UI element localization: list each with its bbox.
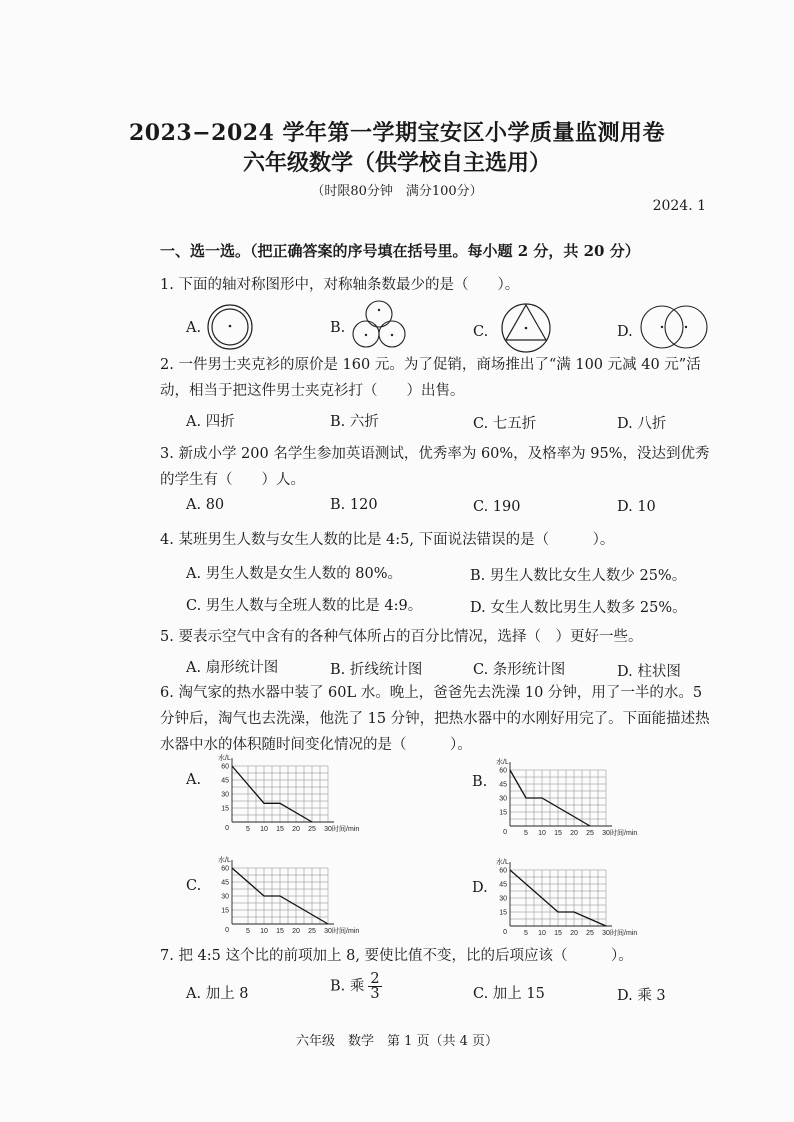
y-tick-label: 45: [221, 879, 229, 887]
q1-option-d: D.: [617, 324, 633, 340]
x-tick-label: 30: [602, 830, 610, 837]
y-tick-label: 45: [221, 777, 229, 785]
q7-option-d: D. 乘 3: [617, 988, 666, 1004]
exam-title: 2023−2024 学年第一学期宝安区小学质量监测用卷: [128, 120, 666, 146]
y-tick-label: 30: [499, 795, 507, 803]
question-5: 5. 要表示空气中含有的各种气体所占的百分比情况，选择（ ）更好一些。: [160, 629, 643, 645]
two-thirds-fraction: [368, 972, 381, 1001]
y-tick-label: 15: [499, 809, 507, 817]
question-6: 6. 淘气家的热水器中装了 60L 水。晚上，爸爸先去洗澡 10 分钟，用了一半的水。5 分钟后，淘气也去洗澡，他洗了 15 分钟，把热水器中的水刚好用完了。下面能描述热水器中水的体积随时间变化情况的是（ ）。: [160, 685, 710, 753]
q3-option-a: A. 80: [186, 497, 225, 513]
x-tick-label: 30: [602, 930, 610, 937]
overlapping-circles-figure: [638, 304, 710, 350]
q5-option-c: C. 条形统计图: [473, 662, 566, 678]
y-axis-label: 水/L: [218, 755, 231, 762]
x-tick-label: 5: [246, 826, 250, 833]
x-tick-label: 15: [554, 830, 562, 837]
y-tick-label: 30: [499, 895, 507, 903]
triangle-in-circle-figure: [500, 302, 552, 354]
x-tick-label: 20: [292, 928, 300, 935]
x-axis-label: 时间/min: [332, 826, 360, 833]
q2-option-a: A. 四折: [186, 414, 235, 430]
q4-option-c: C. 男生人数与全班人数的比是 4:9。: [186, 598, 423, 614]
y-tick-label: 60: [221, 763, 229, 771]
x-tick-label: 10: [260, 928, 268, 935]
question-3: 3. 新成小学 200 名学生参加英语测试，优秀率为 60%，及格率为 95%，没达到优秀的学生有（ ）人。: [160, 446, 710, 488]
x-tick-label: 5: [246, 928, 250, 935]
section-title: 一、选一选。（把正确答案的序号填在括号里。每小题 2 分，共 20 分）: [160, 242, 640, 260]
q3-option-c: C. 190: [473, 499, 521, 515]
y-tick-label: 30: [221, 791, 229, 799]
x-tick-label: 20: [292, 826, 300, 833]
y-tick-label: 45: [499, 881, 507, 889]
q5-option-b: B. 折线统计图: [330, 662, 423, 678]
fraction-numerator: 2: [370, 971, 380, 987]
x-tick-label: 10: [538, 830, 546, 837]
y-tick-label: 60: [221, 865, 229, 873]
q3-option-d: D. 10: [617, 499, 656, 515]
time-limit: （时限80分钟 满分100分）: [311, 184, 483, 199]
chart-c: [212, 854, 362, 936]
q7-option-a: A. 加上 8: [186, 986, 249, 1002]
y-axis-label: 水/L: [218, 857, 231, 864]
x-tick-label: 10: [538, 930, 546, 937]
chart-d: [490, 856, 650, 938]
x-tick-label: 20: [570, 830, 578, 837]
q4-option-d: D. 女生人数比男生人数多 25%。: [470, 600, 687, 616]
q1-option-c: C.: [473, 324, 489, 340]
question-2: 2. 一件男士夹克衫的原价是 160 元。为了促销，商场推出了“满 100 元减 40 元”活动，相当于把这件男士夹克衫打（ ）出售。: [160, 357, 701, 399]
y-axis-label: 水/L: [496, 859, 509, 866]
origin-label: 0: [225, 927, 229, 934]
x-tick-label: 30: [324, 928, 332, 935]
q6-option-b: B.: [472, 774, 488, 790]
q3-option-b: B. 120: [330, 497, 378, 513]
page-footer: 六年级 数学 第 1 页（共 4 页）: [295, 1034, 499, 1049]
fraction-denominator: 3: [370, 986, 380, 1002]
exam-date: 2024. 1: [652, 198, 706, 214]
x-tick-label: 25: [308, 826, 316, 833]
question-4: 4. 某班男生人数与女生人数的比是 4:5, 下面说法错误的是（ ）。: [160, 532, 615, 548]
x-tick-label: 5: [524, 930, 528, 937]
x-axis-label: 时间/min: [610, 930, 638, 937]
q2-option-c: C. 七五折: [473, 416, 537, 432]
y-tick-label: 15: [499, 909, 507, 917]
q6-option-d: D.: [472, 880, 488, 896]
question-1: 1. 下面的轴对称图形中，对称轴条数最少的是（ ）。: [160, 277, 520, 293]
q2-option-b: B. 六折: [330, 414, 379, 430]
y-tick-label: 30: [221, 893, 229, 901]
y-tick-label: 60: [499, 767, 507, 775]
q6-option-c: C.: [186, 878, 202, 894]
x-tick-label: 30: [324, 826, 332, 833]
y-tick-label: 60: [499, 867, 507, 875]
y-tick-label: 15: [221, 805, 229, 813]
x-axis-label: 时间/min: [610, 830, 638, 837]
x-tick-label: 10: [260, 826, 268, 833]
q7-option-b: [330, 972, 382, 1001]
q5-option-a: A. 扇形统计图: [186, 660, 279, 676]
x-tick-label: 25: [586, 830, 594, 837]
x-axis-label: 时间/min: [332, 928, 360, 935]
x-tick-label: 25: [586, 930, 594, 937]
x-tick-label: 15: [554, 930, 562, 937]
q7-option-c: C. 加上 15: [473, 986, 545, 1002]
q4-option-a: A. 男生人数是女生人数的 80%。: [186, 566, 403, 582]
y-tick-label: 45: [499, 781, 507, 789]
origin-label: 0: [503, 829, 507, 836]
q1-option-b: B.: [330, 320, 346, 336]
chart-b: [490, 756, 650, 838]
x-tick-label: 15: [276, 826, 284, 833]
chart-a: [212, 752, 362, 834]
q5-option-d: D. 柱状图: [617, 664, 681, 680]
double-circle-figure: [205, 302, 255, 352]
question-7: 7. 把 4:5 这个比的前项加上 8, 要使比值不变，比的后项应该（ ）。: [160, 948, 633, 964]
q6-option-a: A.: [186, 772, 202, 788]
origin-label: 0: [225, 825, 229, 832]
y-axis-label: 水/L: [496, 759, 509, 766]
x-tick-label: 25: [308, 928, 316, 935]
q7-option-b-label: B. 乘: [330, 978, 365, 995]
origin-label: 0: [503, 929, 507, 936]
three-circles-figure: [350, 298, 408, 350]
x-tick-label: 20: [570, 930, 578, 937]
x-tick-label: 15: [276, 928, 284, 935]
y-tick-label: 15: [221, 907, 229, 915]
x-tick-label: 5: [524, 830, 528, 837]
exam-subtitle: 六年级数学（供学校自主选用）: [242, 150, 551, 176]
q4-option-b: B. 男生人数比女生人数少 25%。: [470, 568, 687, 584]
q2-option-d: D. 八折: [617, 416, 667, 432]
q1-option-a: A.: [186, 320, 202, 336]
